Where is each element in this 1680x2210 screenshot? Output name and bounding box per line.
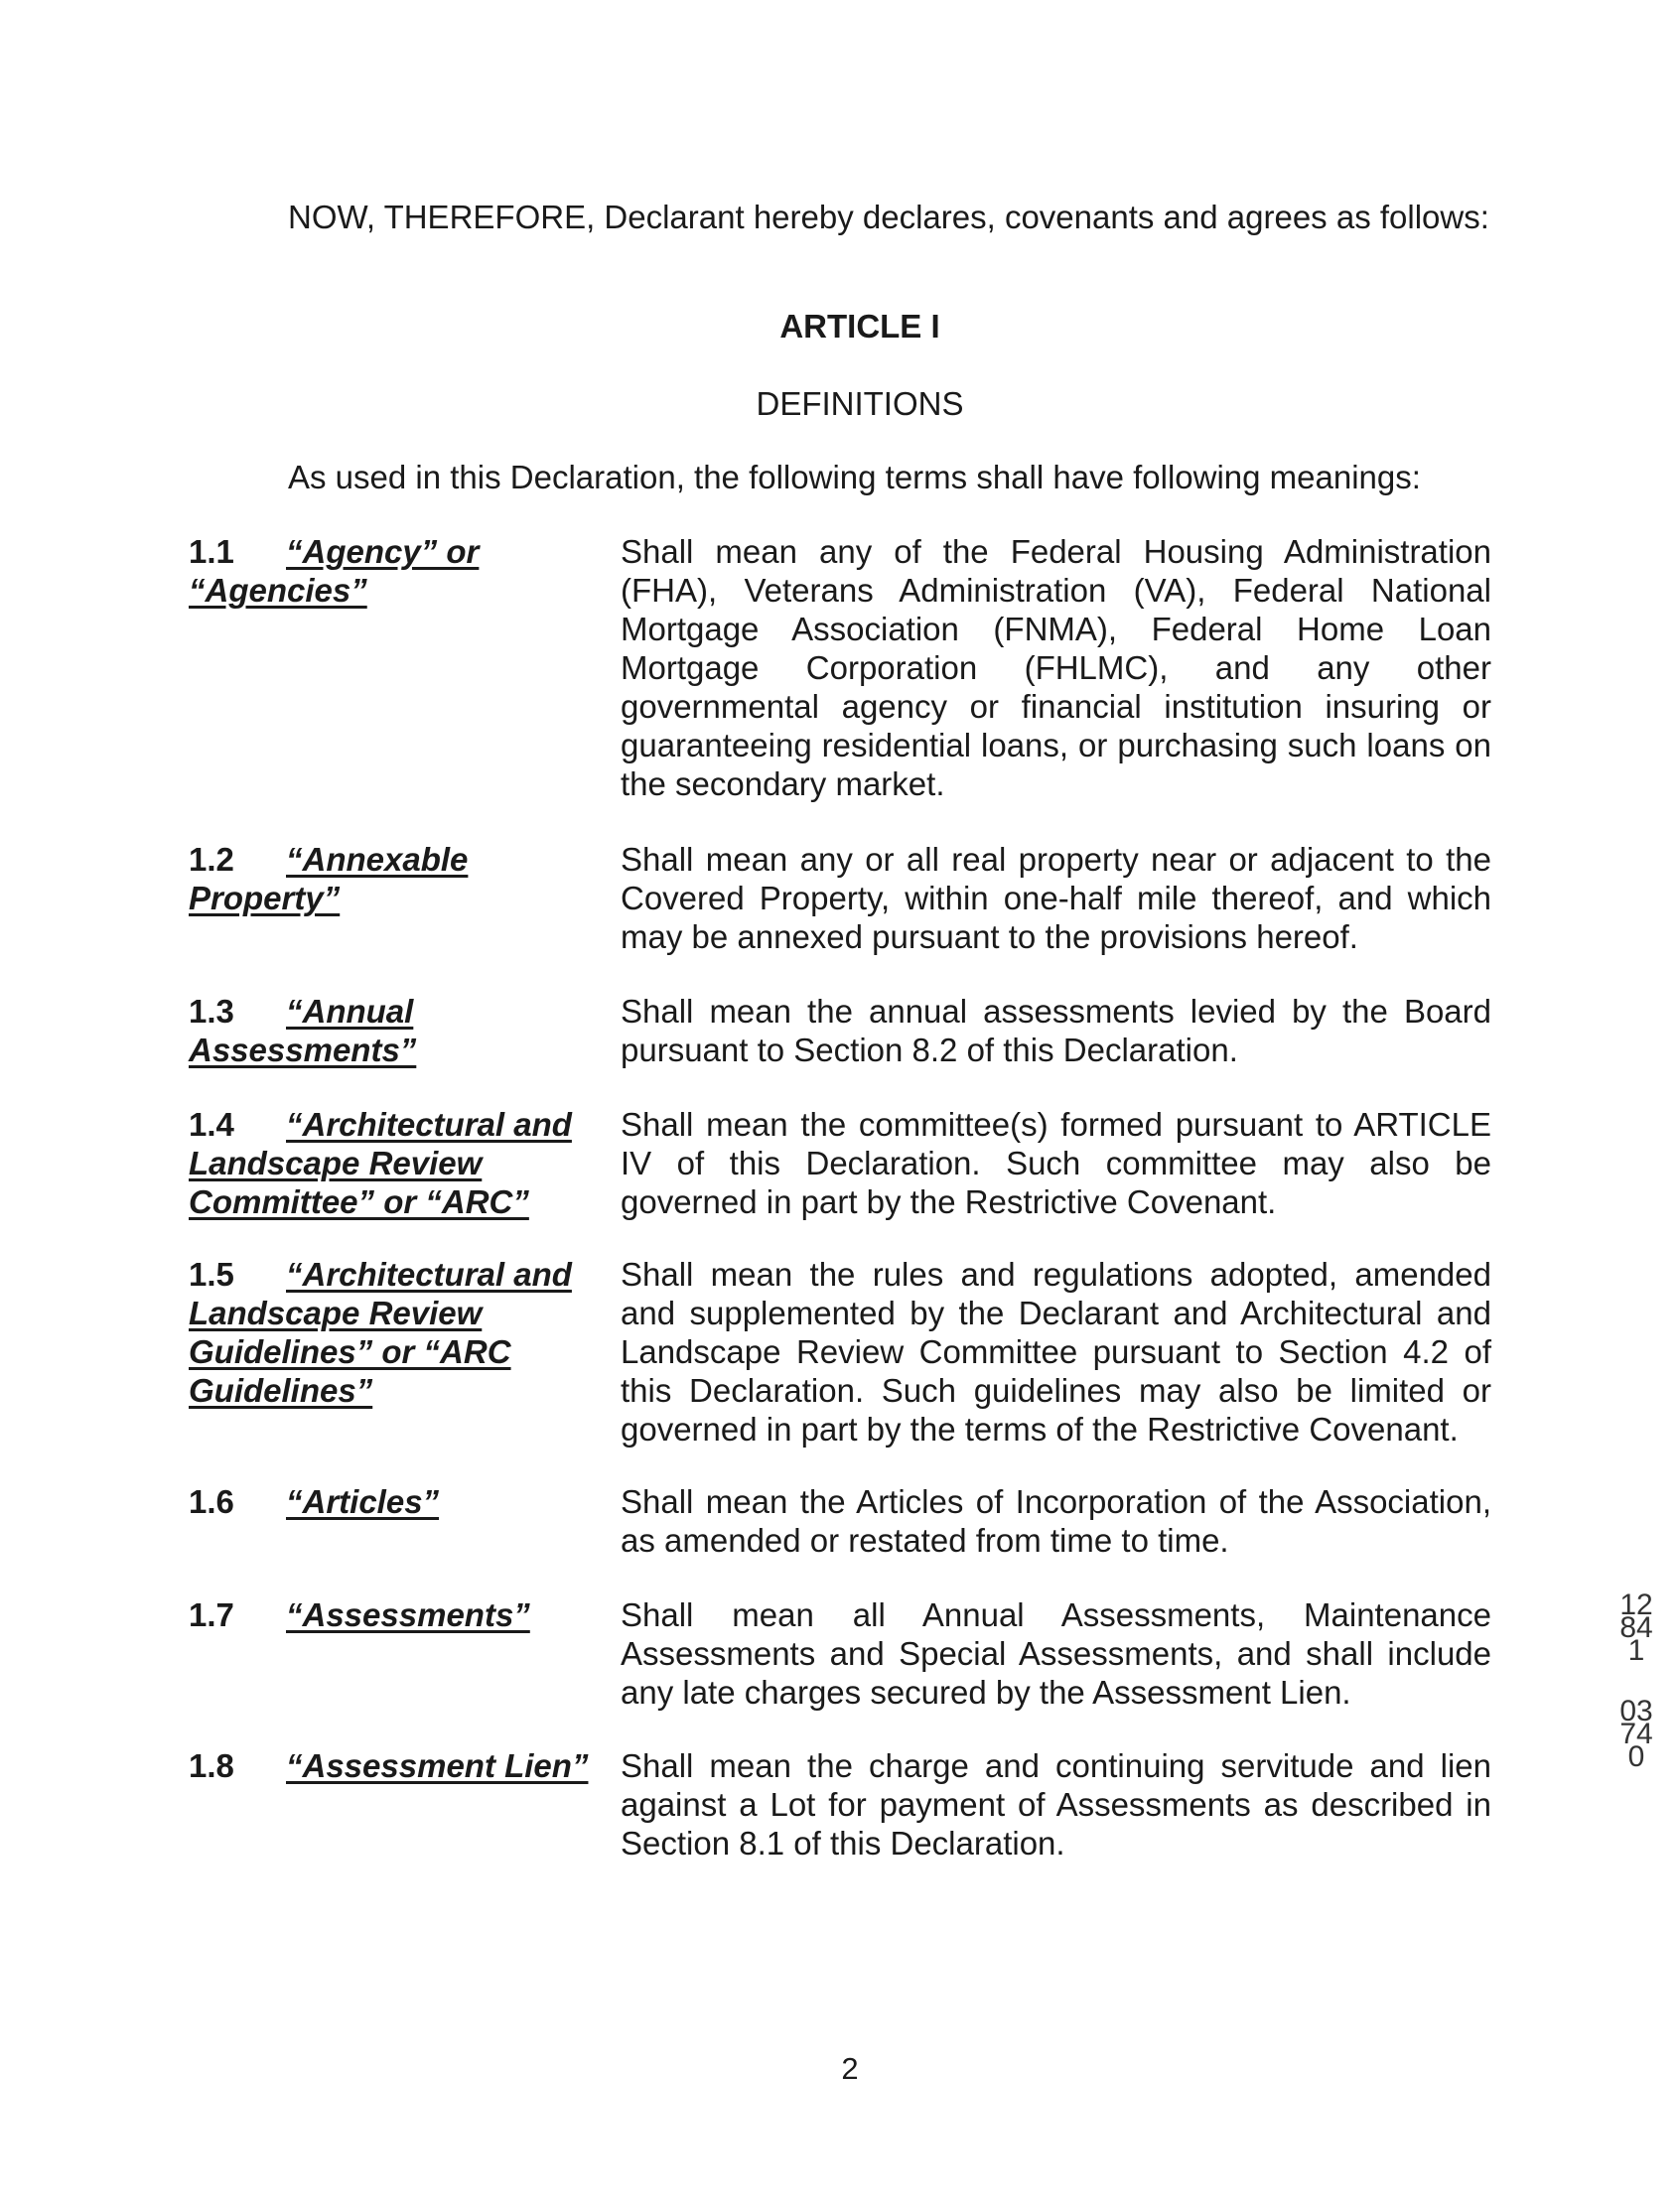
stamp-book-number: 12841 [1619,1588,1653,1667]
definition-term-name: “Agency” or “Agencies” [189,533,480,609]
definition-1-4 [189,1105,1491,1221]
definition-term [189,840,621,956]
definition-term-name: “Articles” [286,1483,440,1520]
stamp-page-number: 03740 [1619,1695,1653,1773]
intro-paragraph [189,195,1489,240]
definition-number: 1.6 [189,1483,234,1520]
definition-text: Shall mean the Articles of Incorporation of the Association, as amended or restated from time to time. [621,1483,1491,1559]
definition-text: Shall mean the charge and continuing servitude and lien against a Lot for payment of Assessments as described in Section 8.1 of this Declaration. [621,1747,1491,1862]
definition-term-name: “Assessments” [286,1596,530,1633]
definition-term [189,992,621,1069]
definition-1-3 [189,992,1491,1069]
definition-1-5 [189,1255,1491,1449]
definition-term-name: “Architectural and Landscape Review Committee” or “ARC” [189,1106,572,1220]
definition-number: 1.7 [189,1596,234,1633]
article-title: ARTICLE I [779,308,940,345]
definition-1-8 [189,1746,1491,1863]
definition-text: Shall mean any of the Federal Housing Administration (FHA), Veterans Administration (VA), Federal National Mortgage Association (FNMA), Federal Home Loan Mortgage Corporation (FHLMC), and any other governmental agency or financial institution insuring or guaranteeing residential loans, or purchasing such loans on the secondary market. [621,533,1491,802]
definition-term-name: “Assessment Lien” [286,1747,589,1784]
definition-1-1 [189,532,1491,803]
definition-number: 1.4 [189,1106,234,1143]
margin-book-page-stamp [1616,1588,1656,1773]
intro-text: NOW, THEREFORE, Declarant hereby declares, covenants and agrees as follows: [288,199,1489,235]
definition-1-7 [189,1595,1491,1712]
definition-term [189,532,621,803]
definition-text: Shall mean the annual assessments levied by the Board pursuant to Section 8.2 of this Declaration. [621,993,1491,1068]
definition-number: 1.5 [189,1256,234,1293]
article-subtitle: DEFINITIONS [756,385,964,422]
definition-1-2 [189,840,1491,956]
definition-text: Shall mean all Annual Assessments, Maintenance Assessments and Special Assessments, and shall include any late charges secured by the Assessment Lien. [621,1596,1491,1711]
definition-term [189,1595,621,1712]
definition-text: Shall mean the rules and regulations adopted, amended and supplemented by the Declarant and Architectural and Landscape Review Committee pursuant to Section 4.2 of this Declaration. Such guidelines may also be limited or governed in part by the terms of the Restrictive Covenant. [621,1256,1491,1448]
definition-term [189,1482,621,1560]
definition-term-name: “Annual Assessments” [189,993,417,1068]
definition-text: Shall mean the committee(s) formed pursuant to ARTICLE IV of this Declaration. Such committee may also be governed in part by the Restrictive Covenant. [621,1106,1491,1220]
definition-number: 1.1 [189,533,234,570]
definition-term [189,1255,621,1449]
definition-1-6 [189,1482,1491,1560]
page-number: 2 [841,2051,859,2086]
definition-text: Shall mean any or all real property near or adjacent to the Covered Property, within one-half mile thereof, and which may be annexed pursuant to the provisions hereof. [621,841,1491,955]
definition-number: 1.2 [189,841,234,878]
definition-term-name: “Annexable Property” [189,841,469,916]
definition-term-name: “Architectural and Landscape Review Guidelines” or “ARC Guidelines” [189,1256,572,1409]
definition-number: 1.3 [189,993,234,1030]
lead-sentence: As used in this Declaration, the following terms shall have following meanings: [288,459,1421,495]
definition-term [189,1105,621,1221]
definition-number: 1.8 [189,1747,234,1784]
definition-term [189,1746,621,1863]
